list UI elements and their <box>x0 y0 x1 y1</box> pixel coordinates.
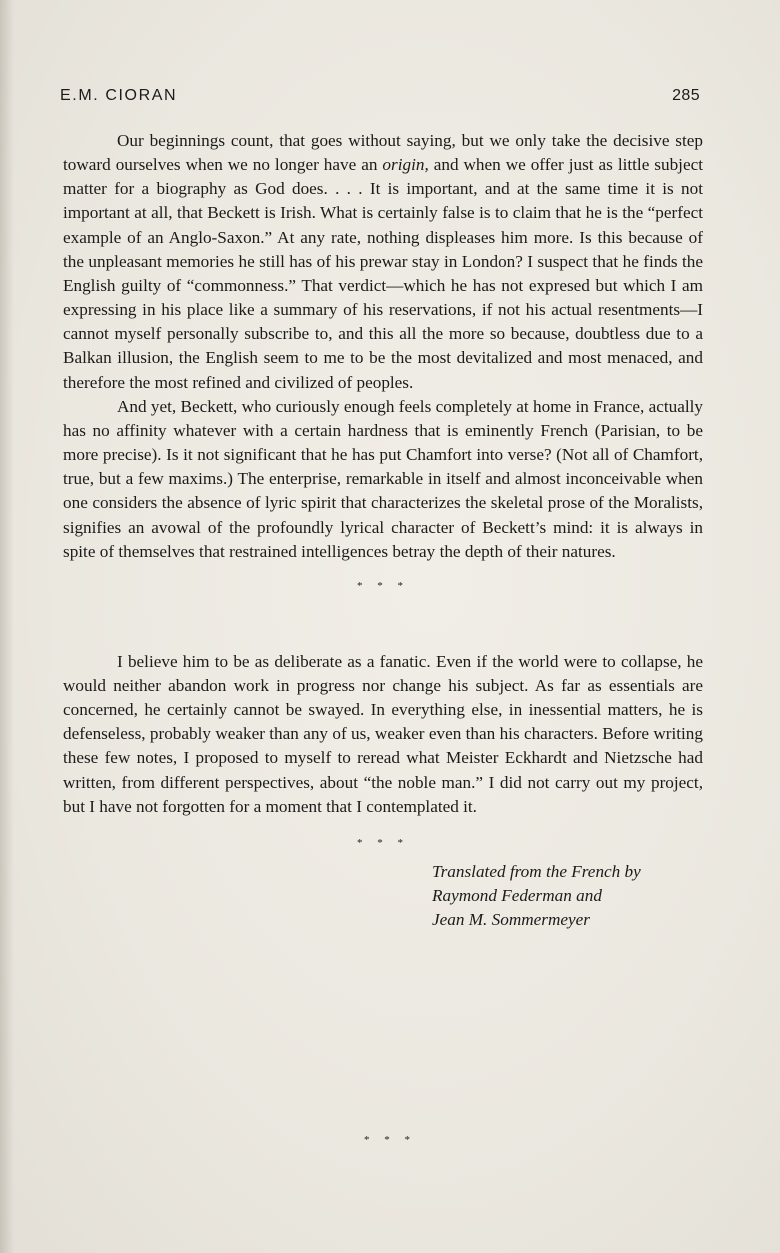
body-text <box>63 129 703 855</box>
translation-credit-line: Jean M. Sommermeyer <box>432 910 590 929</box>
paragraph-1 <box>63 129 703 395</box>
paragraph-2: And yet, Beckett, who curiously enough feels completely at home in France, actually has no affinity whatever with a certain hardness that is eminently French (Parisian, to be more precise). Is it not significant that he has put Chamfort into verse? (Not all of Chamfort, true, but a few maxims.) The enterprise, remarkable in itself and almost inconceivable when one considers the absence of lyric spirit that characterizes the skeletal prose of the Moralists, signifies an avowal of the profoundly lyrical character of Beckett’s mind: it is always in spite of themselves that restrained intelligences betray the depth of their natures. <box>63 396 703 561</box>
section-separator: * * * <box>357 836 409 849</box>
running-head-author: E.M. CIORAN <box>60 87 178 104</box>
section-separator: * * * <box>357 579 409 592</box>
end-separator: * * * <box>364 1134 416 1146</box>
translation-credit-line: Translated from the French by <box>432 862 641 881</box>
translation-credit-line: Raymond Federman and <box>432 886 602 905</box>
running-head <box>60 87 700 109</box>
paragraph-1-text-end: and when we offer just as little subject matter for a biography as God does. . . . It is important, and at the same time it is not important at all, that Beckett is Irish. What is certainly false is to claim that he is the “perfect example of an Anglo-Saxon.” At any rate, nothing displeases him more. Is this because of the unpleasant memories he still has of his prewar stay in London? I suspect that he finds the English guilty of “commonness.” That verdict—which he has not expresed but which I am expressing in his place like a summary of his reservations, if not his actual resentments—I cannot myself personally subscribe to, and this all the more so because, doubtless due to a Balkan illusion, the English seem to me to be the most devitalized and most menaced, and therefore the most refined and civilized of peoples. <box>63 155 703 392</box>
paragraph-1-emphasis: origin, <box>382 155 429 175</box>
paragraph-1-text-start: Our beginnings count, that goes without saying, but we only take the decisive step toward ourselves when we no longer have an <box>63 131 703 175</box>
page-number: 285 <box>672 87 700 104</box>
translation-credit <box>432 860 732 932</box>
paragraph-3: I believe him to be as deliberate as a fanatic. Even if the world were to collapse, he would neither abandon work in progress nor change his subject. As far as essentials are concerned, he certainly cannot be swayed. In everything else, in inessential matters, he is defenseless, probably weaker than any of us, weaker even than his characters. Before writing these few notes, I proposed to myself to reread what Meister Eckhardt and Nietzsche had written, from different perspectives, about “the noble man.” I did not carry out my project, but I have not forgotten for a moment that I contemplated it. <box>63 651 703 816</box>
